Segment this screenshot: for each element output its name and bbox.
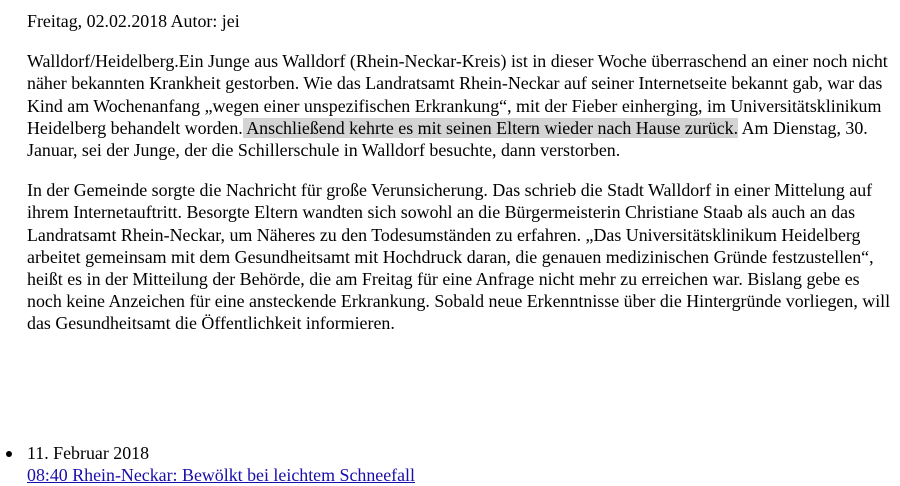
list-item xyxy=(0,442,900,486)
news-item-link[interactable]: 08:40 Rhein-Neckar: Bewölkt bei leichtem Schneefall xyxy=(27,465,416,486)
paragraph-1-text-end: Am Dienstag, 30. Januar, sei der Junge, der die Schillerschule in Walldorf besuchte, dann verstorben. xyxy=(27,117,868,161)
article-meta: Freitag, 02.02.2018 Autor: jei xyxy=(27,11,240,31)
article-paragraph-2: In der Gemeinde sorgte die Nachricht für große Verunsicherung. Das schrieb die Stadt Walldorf in einer Mittelung auf ihrem Internetauftritt. Besorgte Eltern wandten sich sowohl an die Bürgermeisterin Christiane Staab als auch an das Landratsamt Rhein-Neckar, um Näheres zu den Todesumständen zu erfahren. „Das Universitätsklinikum Heidelberg arbeitet gemeinsam mit dem Gesundheitsamt mit Hochdruck daran, die genauen medizinischen Gründe festzustellen“, heißt es in der Mitteilung der Behörde, die am Freitag für eine Anfrage nicht mehr zu erreichen war. Bislang gebe es noch keine Anzeichen für eine ansteckende Erkrankung. Sobald neue Erkenntnisse über die Hintergründe vorliegen, will das Gesundheitsamt die Öffentlichkeit informieren. xyxy=(27,180,891,334)
article-paragraph-1 xyxy=(27,50,893,161)
list-item-date: 11. Februar 2018 xyxy=(27,443,150,463)
article xyxy=(27,10,893,353)
highlighted-text-selection: Anschließend kehrte es mit seinen Eltern wieder nach Hause zurück. xyxy=(242,117,739,138)
news-list xyxy=(0,442,900,486)
paragraph-1-text: Walldorf/Heidelberg.Ein Junge aus Walldorf (Rhein-Neckar-Kreis) ist in dieser Woche überraschend an einer noch nicht näher bekannten Krankheit gestorben. Wie das Landratsamt Rhein-Neckar auf seiner Internetseite bekannt gab, war das Kind am Wochenanfang „wegen einer unspezifischen Erkrankung“, mit der Fieber einherging, im Universitätsklinikum Heidelberg behandelt worden. xyxy=(27,51,888,138)
bullet-icon xyxy=(6,451,12,457)
